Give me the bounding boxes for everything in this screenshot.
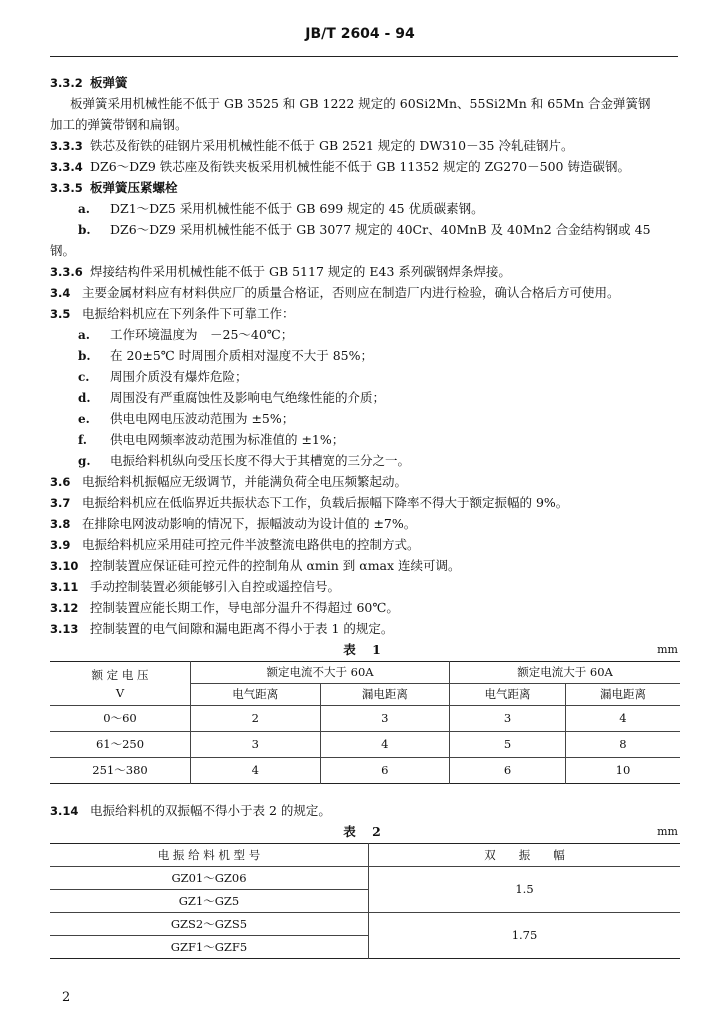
clause-number: 3.3.4 <box>50 160 83 174</box>
clause-text: 电振给料机应采用硅可控元件半波整流电路供电的控制方式。 <box>81 537 420 552</box>
table-row <box>50 913 680 936</box>
column-header: 额 定 电 压 <box>91 667 149 682</box>
clause-3-5-item-g <box>50 450 680 471</box>
clause-text: DZ6～DZ9 铁芯座及衔铁夹板采用机械性能不低于 GB 11352 规定的 ZG270－500 铸造碳钢。 <box>89 159 630 174</box>
clause-number: 3.13 <box>50 622 79 636</box>
item-text: DZ1～DZ5 采用机械性能不低于 GB 699 规定的 45 优质碳素钢。 <box>109 201 484 216</box>
clause-3-3-4 <box>50 156 680 177</box>
table-2 <box>50 843 680 959</box>
clause-text: 电振给料机的双振幅不得小于表 2 的规定。 <box>89 803 331 818</box>
clause-3-3-2 <box>50 72 680 93</box>
item-text: 周围没有严重腐蚀性及影响电气绝缘性能的介质； <box>109 390 385 405</box>
clause-number: 3.9 <box>50 538 71 552</box>
table-cell: 6 <box>450 758 566 784</box>
table-cell: GZS2～GZS5 <box>50 913 369 936</box>
header-rule <box>50 56 678 57</box>
spacer <box>50 784 680 800</box>
clause-text: 电振给料机应在下列条件下可靠工作： <box>81 306 295 321</box>
table-1-caption-row <box>50 639 680 661</box>
table-cell: 8 <box>565 732 680 758</box>
table-row <box>50 758 680 784</box>
table-2-caption-row <box>50 821 680 843</box>
table-1-subheader-clearance: 电气距离 <box>450 684 566 706</box>
clause-3-12 <box>50 597 680 618</box>
clause-3-3-5-item-b-cont: 钢。 <box>50 243 76 258</box>
clause-3-5-item-c <box>50 366 680 387</box>
item-letter: b. <box>78 223 91 237</box>
table-1-group-gt-60a: 额定电流大于 60A <box>450 662 680 684</box>
table-cell: GZ1～GZ5 <box>50 890 369 913</box>
item-letter: e. <box>78 412 90 426</box>
clause-number: 3.14 <box>50 804 79 818</box>
table-2-unit: mm <box>657 825 678 838</box>
item-text: 供电电网电压波动范围为 ±5%； <box>109 411 295 426</box>
table-1-caption: 表 1 <box>343 642 387 657</box>
clause-3-5-item-d <box>50 387 680 408</box>
clause-3-3-2-text-2: 加工的弹簧带钢和扁钢。 <box>50 117 188 132</box>
clause-text: 电振给料机应在低临界近共振状态下工作，负载后振幅下降率不得大于额定振幅的 9%。 <box>81 495 569 510</box>
clause-text: 控制装置应保证硅可控元件的控制角从 αmin 到 αmax 连续可调。 <box>89 558 461 573</box>
clause-number: 3.5 <box>50 307 71 321</box>
item-letter: g. <box>78 454 91 468</box>
clause-number: 3.4 <box>50 286 71 300</box>
table-1-unit: mm <box>657 643 678 656</box>
clause-number: 3.8 <box>50 517 71 531</box>
clause-text: 控制装置应能长期工作，导电部分温升不得超过 60℃。 <box>89 600 399 615</box>
clause-number: 3.11 <box>50 580 79 594</box>
clause-3-5-item-e <box>50 408 680 429</box>
item-letter: b. <box>78 349 91 363</box>
clause-3-14 <box>50 800 680 821</box>
table-cell: 1.75 <box>369 913 681 959</box>
table-cell: 10 <box>565 758 680 784</box>
clause-3-3-2-text-1: 板弹簧采用机械性能不低于 GB 3525 和 GB 1222 规定的 60Si2Mn、55Si2Mn 和 65Mn 合金弹簧钢 <box>70 96 651 111</box>
clause-text: 焊接结构件采用机械性能不低于 GB 5117 规定的 E43 系列碳钢焊条焊接。 <box>89 264 511 279</box>
clause-3-3-6 <box>50 261 680 282</box>
clause-text: 电振给料机振幅应无级调节，并能满负荷全电压频繁起动。 <box>81 474 407 489</box>
clause-text: 控制装置的电气间隙和漏电距离不得小于表 1 的规定。 <box>89 621 394 636</box>
table-cell: 4 <box>320 732 450 758</box>
clause-title: 板弹簧压紧螺栓 <box>89 180 178 195</box>
item-text: 在 20±5℃ 时周围介质相对湿度不大于 85%； <box>109 348 374 363</box>
clause-3-5-item-f <box>50 429 680 450</box>
clause-number: 3.12 <box>50 601 79 615</box>
clause-text: 手动控制装置必须能够引入自控或遥控信号。 <box>89 579 340 594</box>
clause-number: 3.3.2 <box>50 76 83 90</box>
table-cell: 4 <box>565 706 680 732</box>
clause-number: 3.3.3 <box>50 139 83 153</box>
item-letter: a. <box>78 202 90 216</box>
table-cell: 2 <box>191 706 321 732</box>
clause-3-3-5-item-b <box>50 219 680 240</box>
clause-3-10 <box>50 555 680 576</box>
table-cell: 61～250 <box>50 732 191 758</box>
clause-3-5 <box>50 303 680 324</box>
table-2-model-header: 电 振 给 料 机 型 号 <box>50 844 369 867</box>
clause-3-7 <box>50 492 680 513</box>
clause-number: 3.7 <box>50 496 71 510</box>
clause-3-3-5-item-a <box>50 198 680 219</box>
clause-number: 3.6 <box>50 475 71 489</box>
item-letter: d. <box>78 391 91 405</box>
clause-3-5-item-b <box>50 345 680 366</box>
table-cell: 0～60 <box>50 706 191 732</box>
table-2-caption: 表 2 <box>343 824 387 839</box>
table-1-subheader-clearance: 电气距离 <box>191 684 321 706</box>
clause-text: 在排除电网波动影响的情况下，振幅波动为设计值的 ±7%。 <box>81 516 417 531</box>
clause-3-9 <box>50 534 680 555</box>
item-letter: c. <box>78 370 90 384</box>
table-row <box>50 732 680 758</box>
document-header: JB/T 2604 - 94 <box>305 26 415 42</box>
table-cell: GZ01～GZ06 <box>50 867 369 890</box>
clause-3-13 <box>50 618 680 639</box>
clause-number: 3.3.6 <box>50 265 83 279</box>
table-cell: 4 <box>191 758 321 784</box>
clause-3-5-item-a <box>50 324 680 345</box>
table-1-subheader-creepage: 漏电距离 <box>565 684 680 706</box>
clause-number: 3.3.5 <box>50 181 83 195</box>
clause-3-3-3 <box>50 135 680 156</box>
item-text: DZ6～DZ9 采用机械性能不低于 GB 3077 规定的 40Cr、40MnB 及 40Mn2 合金结构钢或 45 <box>109 222 651 237</box>
item-letter: a. <box>78 328 90 342</box>
clause-text: 铁芯及衔铁的硅钢片采用机械性能不低于 GB 2521 规定的 DW310－35 冷轧硅钢片。 <box>89 138 574 153</box>
table-cell: 3 <box>320 706 450 732</box>
table-cell: GZF1～GZF5 <box>170 939 248 954</box>
table-1-voltage-header <box>50 662 191 706</box>
table-cell: 3 <box>191 732 321 758</box>
table-cell: 3 <box>450 706 566 732</box>
clause-3-3-5 <box>50 177 680 198</box>
item-letter: f. <box>78 433 87 447</box>
clause-3-8 <box>50 513 680 534</box>
page-body <box>50 72 680 959</box>
item-text: 周围介质没有爆炸危险； <box>109 369 248 384</box>
table-cell: 1.5 <box>369 867 681 913</box>
page-number: 2 <box>62 990 71 1005</box>
table-cell: 251～380 <box>92 763 148 777</box>
item-text: 工作环境温度为 －25～40℃； <box>109 327 294 342</box>
clause-3-4 <box>50 282 680 303</box>
table-1-group-le-60a: 额定电流不大于 60A <box>191 662 450 684</box>
clause-title: 板弹簧 <box>89 75 128 90</box>
table-1 <box>50 661 680 784</box>
table-cell: 5 <box>450 732 566 758</box>
table-cell: 6 <box>320 758 450 784</box>
clause-text: 主要金属材料应有材料供应厂的质量合格证，否则应在制造厂内进行检验，确认合格后方可使用。 <box>81 285 620 300</box>
column-unit: V <box>115 685 125 700</box>
table-row <box>50 867 680 890</box>
table-1-subheader-creepage: 漏电距离 <box>320 684 450 706</box>
table-row <box>50 706 680 732</box>
clause-number: 3.10 <box>50 559 79 573</box>
clause-3-11 <box>50 576 680 597</box>
table-2-amplitude-header: 双 振 幅 <box>369 844 681 867</box>
item-text: 电振给料机纵向受压长度不得大于其槽宽的三分之一。 <box>109 453 410 468</box>
clause-3-6 <box>50 471 680 492</box>
item-text: 供电电网频率波动范围为标准值的 ±1%； <box>109 432 345 447</box>
